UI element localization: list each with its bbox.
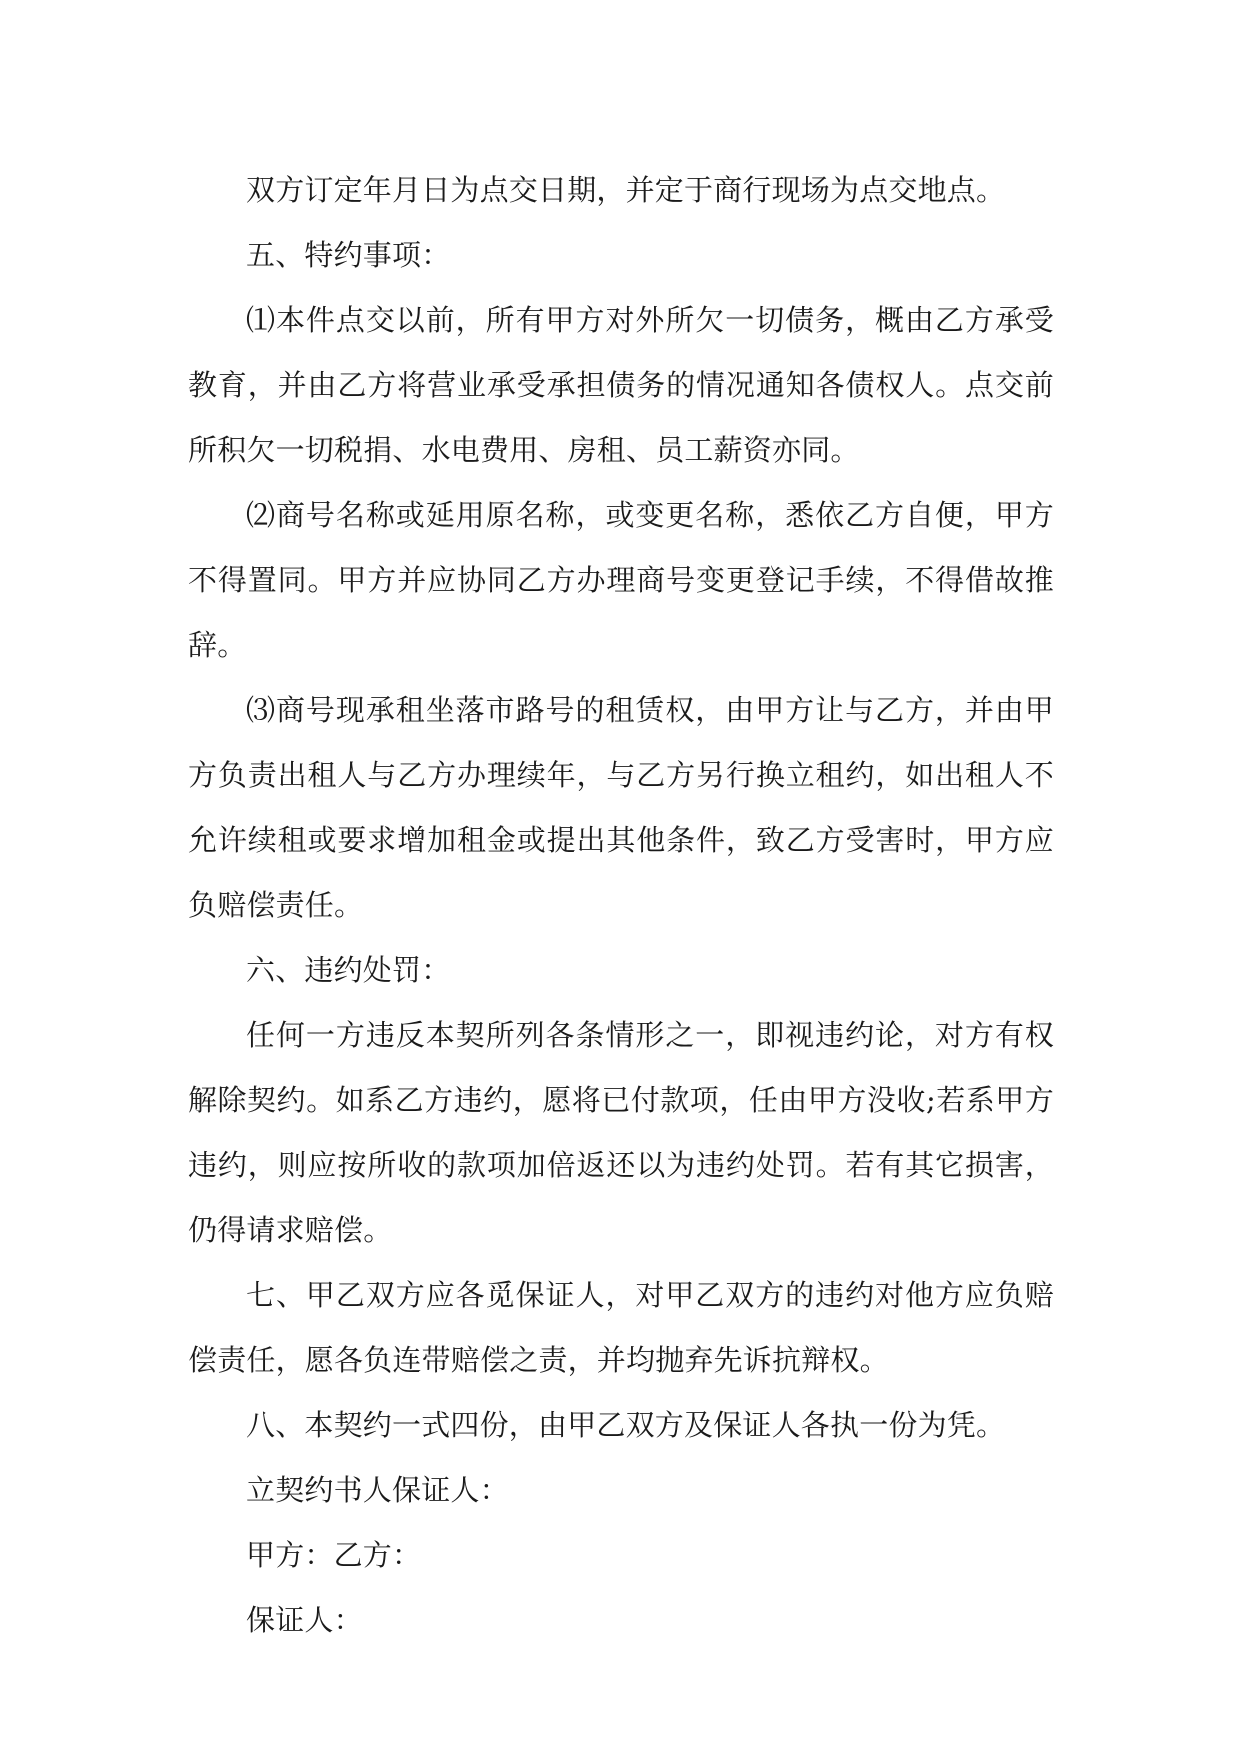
paragraph-guarantors: 七、甲乙双方应各觅保证人，对甲乙双方的违约对他方应负赔偿责任，愿各负连带赔偿之责，并均抛弃先诉抗辩权。 bbox=[188, 1278, 1054, 1377]
paragraph-term-2: ⑵商号名称或延用原名称，或变更名称，悉依乙方自便，甲方不得置同。甲方并应协同乙方办理商号变更登记手续，不得借故推辞。 bbox=[188, 498, 1054, 662]
heading-breach-penalty: 六、违约处罚： bbox=[246, 953, 451, 987]
paragraph-term-3: ⑶商号现承租坐落市路号的租赁权，由甲方让与乙方，并由甲方负责出租人与乙方办理续年，与乙方另行换立租约，如出租人不允许续租或要求增加租金或提出其他条件，致乙方受害时，甲方应负赔偿责任。 bbox=[188, 693, 1054, 922]
signature-line-guarantor: 保证人： bbox=[246, 1603, 363, 1637]
paragraph-breach-penalty: 任何一方违反本契所列各条情形之一，即视违约论，对方有权解除契约。如系乙方违约，愿将已付款项，任由甲方没收;若系甲方违约，则应按所收的款项加倍返还以为违约处罚。若有其它损害，仍得请求赔偿。 bbox=[188, 1018, 1054, 1247]
paragraph-handover-date: 双方订定年月日为点交日期，并定于商行现场为点交地点。 bbox=[246, 173, 1006, 207]
signature-line-contractors: 立契约书人保证人： bbox=[246, 1473, 509, 1507]
signature-line-parties: 甲方：乙方： bbox=[246, 1538, 422, 1572]
paragraph-term-1: ⑴本件点交以前，所有甲方对外所欠一切债务，概由乙方承受教育，并由乙方将营业承受承担债务的情况通知各债权人。点交前所积欠一切税捐、水电费用、房租、员工薪资亦同。 bbox=[188, 303, 1054, 467]
document-body bbox=[188, 158, 1054, 1653]
heading-special-terms: 五、特约事项： bbox=[246, 238, 451, 272]
paragraph-copies: 八、本契约一式四份，由甲乙双方及保证人各执一份为凭。 bbox=[246, 1408, 1006, 1442]
